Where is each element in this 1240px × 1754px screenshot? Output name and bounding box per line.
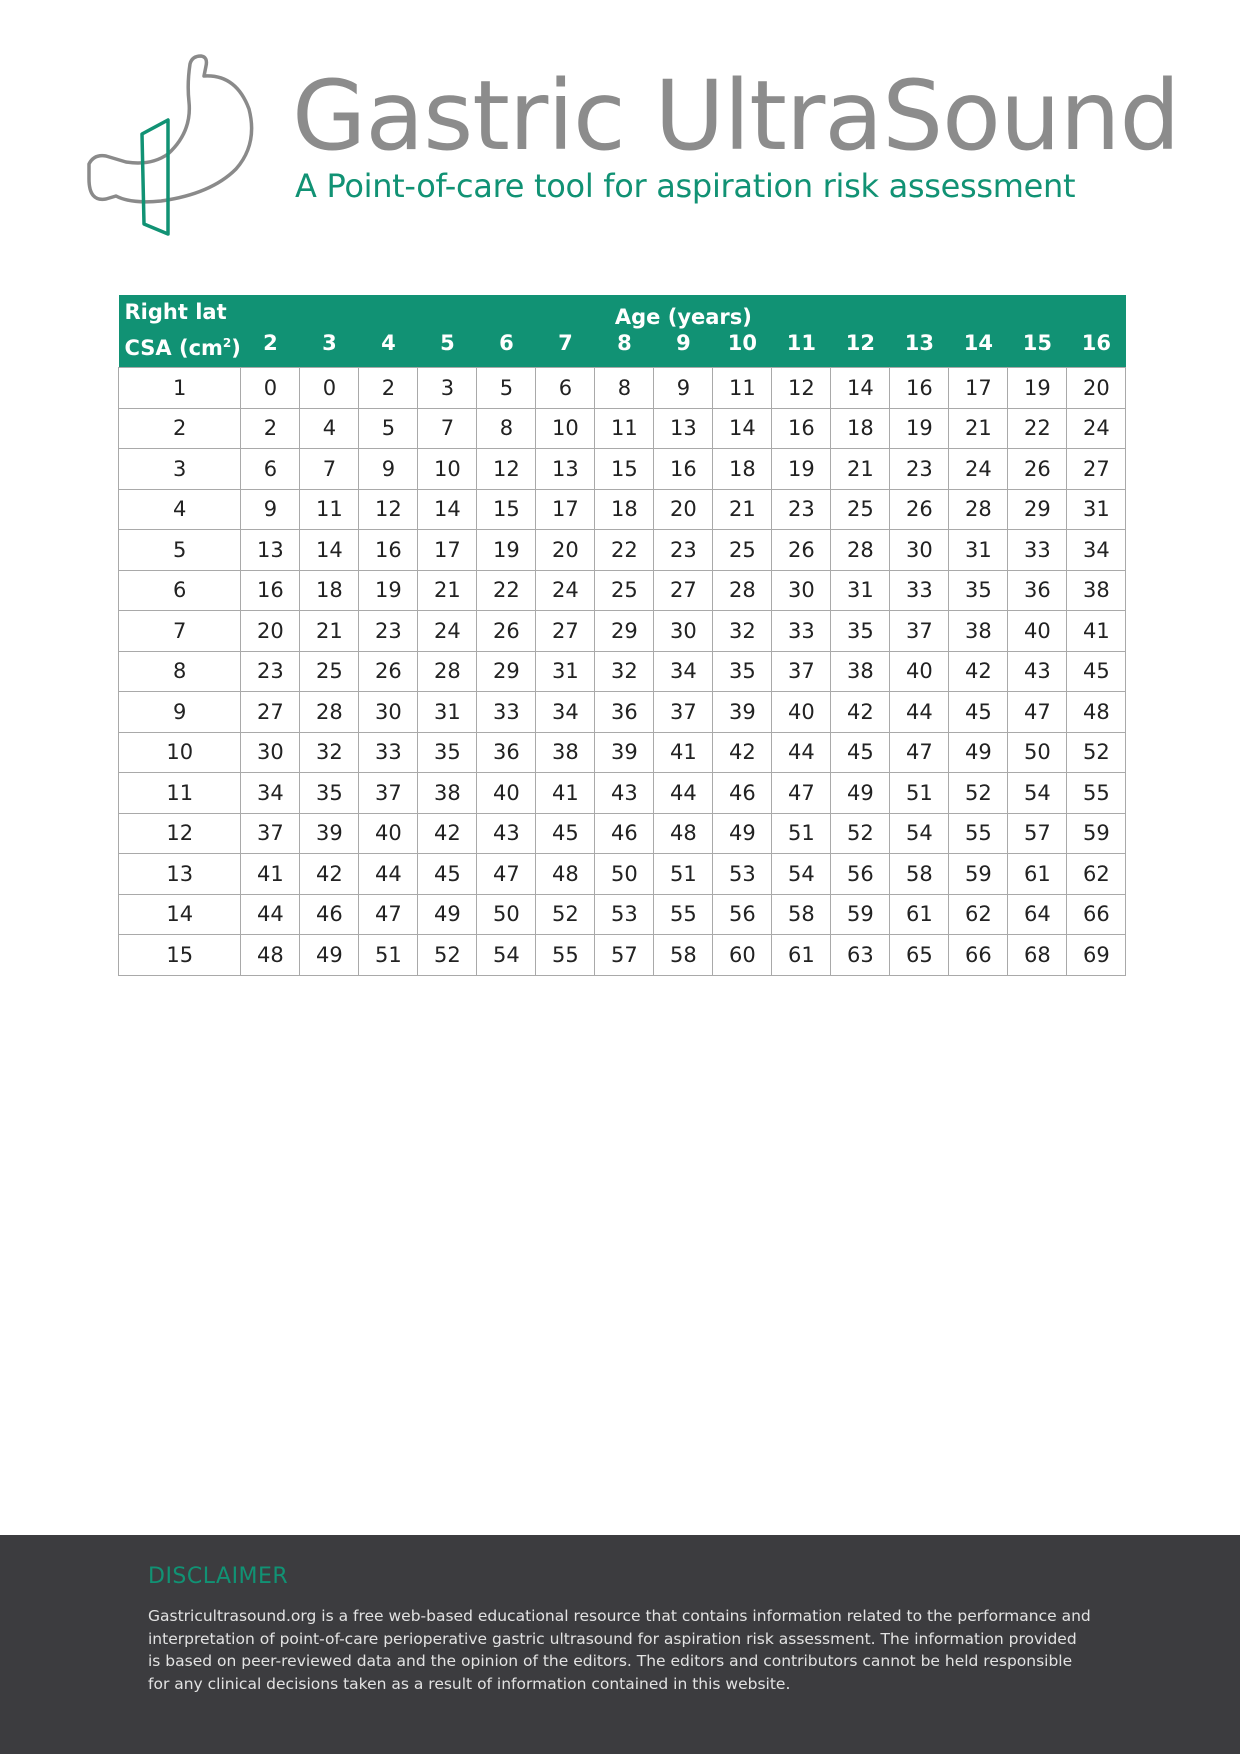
volume-cell: 13 bbox=[654, 408, 713, 449]
table-row bbox=[119, 408, 1126, 449]
volume-cell: 3 bbox=[418, 368, 477, 409]
volume-cell: 45 bbox=[418, 854, 477, 895]
stomach-outline-icon bbox=[86, 54, 276, 239]
volume-cell: 61 bbox=[1008, 854, 1067, 895]
csa-value-cell: 12 bbox=[119, 813, 241, 854]
volume-cell: 9 bbox=[241, 489, 300, 530]
volume-cell: 59 bbox=[949, 854, 1008, 895]
table-row bbox=[119, 611, 1126, 652]
volume-cell: 24 bbox=[536, 570, 595, 611]
volume-cell: 8 bbox=[477, 408, 536, 449]
volume-cell: 14 bbox=[300, 530, 359, 571]
volume-cell: 40 bbox=[477, 773, 536, 814]
volume-cell: 33 bbox=[890, 570, 949, 611]
volume-cell: 0 bbox=[241, 368, 300, 409]
disclaimer-text: Gastricultrasound.org is a free web-based educational resource that contains information related to the performance and interpretation of point-of-care perioperative gastric ultrasound for aspiration risk assessment. The information provided is based on peer-reviewed data and the opinion of the editors. The editors and contributors cannot be held responsible for any clinical decisions taken as a result of information contained in this website. bbox=[148, 1607, 1091, 1693]
volume-cell: 48 bbox=[1067, 692, 1126, 733]
volume-cell: 47 bbox=[477, 854, 536, 895]
age-header-cell: 6 bbox=[477, 330, 536, 368]
volume-cell: 21 bbox=[300, 611, 359, 652]
volume-cell: 53 bbox=[713, 854, 772, 895]
volume-cell: 29 bbox=[477, 651, 536, 692]
volume-cell: 34 bbox=[1067, 530, 1126, 571]
volume-cell: 6 bbox=[536, 368, 595, 409]
volume-cell: 47 bbox=[359, 894, 418, 935]
volume-cell: 11 bbox=[595, 408, 654, 449]
volume-cell: 9 bbox=[654, 368, 713, 409]
table-row bbox=[119, 368, 1126, 409]
volume-cell: 50 bbox=[1008, 732, 1067, 773]
volume-cell: 26 bbox=[890, 489, 949, 530]
volume-cell: 23 bbox=[890, 449, 949, 490]
volume-cell: 68 bbox=[1008, 935, 1067, 976]
volume-cell: 58 bbox=[772, 894, 831, 935]
volume-cell: 43 bbox=[595, 773, 654, 814]
volume-cell: 13 bbox=[241, 530, 300, 571]
volume-cell: 52 bbox=[418, 935, 477, 976]
volume-cell: 14 bbox=[418, 489, 477, 530]
age-header-cell: 3 bbox=[300, 330, 359, 368]
volume-cell: 27 bbox=[1067, 449, 1126, 490]
csa-value-cell: 7 bbox=[119, 611, 241, 652]
row-header-superscript: 2 bbox=[222, 336, 232, 350]
volume-cell: 17 bbox=[536, 489, 595, 530]
volume-cell: 35 bbox=[831, 611, 890, 652]
volume-cell: 21 bbox=[831, 449, 890, 490]
volume-cell: 23 bbox=[654, 530, 713, 571]
table-row bbox=[119, 894, 1126, 935]
csa-value-cell: 3 bbox=[119, 449, 241, 490]
volume-cell: 37 bbox=[654, 692, 713, 733]
volume-cell: 48 bbox=[241, 935, 300, 976]
volume-cell: 15 bbox=[595, 449, 654, 490]
volume-cell: 38 bbox=[1067, 570, 1126, 611]
volume-cell: 33 bbox=[772, 611, 831, 652]
volume-cell: 22 bbox=[477, 570, 536, 611]
volume-cell: 16 bbox=[359, 530, 418, 571]
volume-cell: 58 bbox=[890, 854, 949, 895]
age-group-header: Age (years) bbox=[241, 295, 1126, 330]
volume-cell: 19 bbox=[477, 530, 536, 571]
volume-cell: 42 bbox=[300, 854, 359, 895]
volume-cell: 20 bbox=[241, 611, 300, 652]
volume-cell: 31 bbox=[831, 570, 890, 611]
volume-cell: 43 bbox=[1008, 651, 1067, 692]
volume-cell: 11 bbox=[300, 489, 359, 530]
volume-cell: 29 bbox=[1008, 489, 1067, 530]
volume-cell: 30 bbox=[359, 692, 418, 733]
table-row bbox=[119, 773, 1126, 814]
volume-cell: 22 bbox=[595, 530, 654, 571]
volume-cell: 11 bbox=[713, 368, 772, 409]
volume-cell: 35 bbox=[949, 570, 1008, 611]
volume-cell: 41 bbox=[241, 854, 300, 895]
volume-cell: 28 bbox=[831, 530, 890, 571]
age-header-cell: 16 bbox=[1067, 330, 1126, 368]
volume-cell: 49 bbox=[713, 813, 772, 854]
volume-cell: 47 bbox=[1008, 692, 1067, 733]
row-header-line1: Right lat bbox=[124, 300, 227, 324]
volume-cell: 38 bbox=[536, 732, 595, 773]
table-row bbox=[119, 935, 1126, 976]
volume-cell: 32 bbox=[595, 651, 654, 692]
age-header-cell: 8 bbox=[595, 330, 654, 368]
volume-cell: 65 bbox=[890, 935, 949, 976]
volume-cell: 54 bbox=[477, 935, 536, 976]
volume-cell: 17 bbox=[418, 530, 477, 571]
row-header-close: ) bbox=[231, 336, 241, 360]
volume-cell: 25 bbox=[713, 530, 772, 571]
volume-cell: 60 bbox=[713, 935, 772, 976]
volume-cell: 49 bbox=[418, 894, 477, 935]
volume-cell: 4 bbox=[300, 408, 359, 449]
volume-cell: 31 bbox=[1067, 489, 1126, 530]
volume-cell: 40 bbox=[772, 692, 831, 733]
volume-cell: 14 bbox=[713, 408, 772, 449]
table-row bbox=[119, 530, 1126, 571]
volume-cell: 30 bbox=[772, 570, 831, 611]
volume-cell: 10 bbox=[418, 449, 477, 490]
csa-value-cell: 2 bbox=[119, 408, 241, 449]
volume-cell: 10 bbox=[536, 408, 595, 449]
volume-cell: 37 bbox=[241, 813, 300, 854]
volume-cell: 54 bbox=[1008, 773, 1067, 814]
age-header-cell: 14 bbox=[949, 330, 1008, 368]
table-row bbox=[119, 449, 1126, 490]
volume-cell: 59 bbox=[831, 894, 890, 935]
volume-cell: 41 bbox=[654, 732, 713, 773]
volume-cell: 5 bbox=[359, 408, 418, 449]
volume-cell: 53 bbox=[595, 894, 654, 935]
volume-cell: 45 bbox=[949, 692, 1008, 733]
volume-cell: 61 bbox=[772, 935, 831, 976]
age-header-cell: 10 bbox=[713, 330, 772, 368]
csa-value-cell: 5 bbox=[119, 530, 241, 571]
volume-cell: 44 bbox=[654, 773, 713, 814]
page-subtitle: A Point-of-care tool for aspiration risk assessment bbox=[295, 167, 1076, 205]
volume-cell: 62 bbox=[1067, 854, 1126, 895]
volume-cell: 45 bbox=[536, 813, 595, 854]
volume-cell: 55 bbox=[949, 813, 1008, 854]
volume-cell: 44 bbox=[890, 692, 949, 733]
volume-cell: 63 bbox=[831, 935, 890, 976]
volume-cell: 59 bbox=[1067, 813, 1126, 854]
volume-cell: 7 bbox=[300, 449, 359, 490]
volume-cell: 36 bbox=[1008, 570, 1067, 611]
volume-cell: 46 bbox=[595, 813, 654, 854]
volume-cell: 0 bbox=[300, 368, 359, 409]
volume-cell: 12 bbox=[477, 449, 536, 490]
volume-cell: 30 bbox=[654, 611, 713, 652]
volume-cell: 16 bbox=[890, 368, 949, 409]
volume-cell: 21 bbox=[418, 570, 477, 611]
volume-cell: 57 bbox=[1008, 813, 1067, 854]
table-body bbox=[119, 368, 1126, 976]
volume-cell: 2 bbox=[359, 368, 418, 409]
volume-cell: 48 bbox=[536, 854, 595, 895]
volume-cell: 6 bbox=[241, 449, 300, 490]
volume-cell: 32 bbox=[713, 611, 772, 652]
page-title: Gastric UltraSound bbox=[292, 60, 1180, 172]
volume-cell: 51 bbox=[654, 854, 713, 895]
volume-cell: 34 bbox=[654, 651, 713, 692]
csa-value-cell: 10 bbox=[119, 732, 241, 773]
csa-value-cell: 15 bbox=[119, 935, 241, 976]
volume-cell: 22 bbox=[1008, 408, 1067, 449]
volume-cell: 30 bbox=[241, 732, 300, 773]
volume-cell: 23 bbox=[241, 651, 300, 692]
volume-cell: 42 bbox=[418, 813, 477, 854]
volume-cell: 26 bbox=[772, 530, 831, 571]
volume-cell: 8 bbox=[595, 368, 654, 409]
age-header-cell: 4 bbox=[359, 330, 418, 368]
volume-cell: 55 bbox=[536, 935, 595, 976]
volume-cell: 16 bbox=[772, 408, 831, 449]
row-header-label bbox=[119, 295, 241, 368]
volume-cell: 39 bbox=[595, 732, 654, 773]
csa-value-cell: 11 bbox=[119, 773, 241, 814]
csa-value-cell: 4 bbox=[119, 489, 241, 530]
disclaimer-title: DISCLAIMER bbox=[148, 1564, 289, 1589]
volume-cell: 54 bbox=[772, 854, 831, 895]
volume-cell: 36 bbox=[477, 732, 536, 773]
volume-cell: 41 bbox=[1067, 611, 1126, 652]
volume-cell: 57 bbox=[595, 935, 654, 976]
disclaimer-footer bbox=[0, 1535, 1240, 1754]
volume-cell: 61 bbox=[890, 894, 949, 935]
volume-cell: 26 bbox=[1008, 449, 1067, 490]
volume-cell: 18 bbox=[713, 449, 772, 490]
volume-cell: 29 bbox=[595, 611, 654, 652]
volume-cell: 16 bbox=[241, 570, 300, 611]
table-row bbox=[119, 651, 1126, 692]
volume-cell: 27 bbox=[241, 692, 300, 733]
csa-value-cell: 14 bbox=[119, 894, 241, 935]
volume-cell: 44 bbox=[241, 894, 300, 935]
volume-cell: 33 bbox=[1008, 530, 1067, 571]
age-header-cell: 15 bbox=[1008, 330, 1067, 368]
volume-cell: 35 bbox=[418, 732, 477, 773]
volume-cell: 50 bbox=[595, 854, 654, 895]
volume-cell: 50 bbox=[477, 894, 536, 935]
volume-cell: 42 bbox=[713, 732, 772, 773]
volume-cell: 44 bbox=[772, 732, 831, 773]
table-row bbox=[119, 732, 1126, 773]
volume-cell: 56 bbox=[713, 894, 772, 935]
volume-cell: 33 bbox=[359, 732, 418, 773]
volume-cell: 26 bbox=[477, 611, 536, 652]
volume-cell: 5 bbox=[477, 368, 536, 409]
volume-cell: 21 bbox=[949, 408, 1008, 449]
volume-cell: 30 bbox=[890, 530, 949, 571]
volume-cell: 21 bbox=[713, 489, 772, 530]
volume-cell: 44 bbox=[359, 854, 418, 895]
volume-cell: 56 bbox=[831, 854, 890, 895]
volume-cell: 54 bbox=[890, 813, 949, 854]
volume-cell: 46 bbox=[713, 773, 772, 814]
volume-cell: 19 bbox=[772, 449, 831, 490]
volume-cell: 28 bbox=[949, 489, 1008, 530]
volume-cell: 45 bbox=[1067, 651, 1126, 692]
volume-cell: 25 bbox=[300, 651, 359, 692]
volume-cell: 35 bbox=[300, 773, 359, 814]
csa-volume-table bbox=[118, 295, 1126, 976]
age-header-cell: 5 bbox=[418, 330, 477, 368]
age-header-cell: 12 bbox=[831, 330, 890, 368]
volume-cell: 41 bbox=[536, 773, 595, 814]
volume-cell: 27 bbox=[536, 611, 595, 652]
table-row bbox=[119, 570, 1126, 611]
volume-cell: 46 bbox=[300, 894, 359, 935]
volume-cell: 34 bbox=[241, 773, 300, 814]
volume-cell: 13 bbox=[536, 449, 595, 490]
volume-cell: 27 bbox=[654, 570, 713, 611]
volume-cell: 38 bbox=[831, 651, 890, 692]
volume-cell: 24 bbox=[949, 449, 1008, 490]
volume-cell: 55 bbox=[654, 894, 713, 935]
volume-cell: 49 bbox=[300, 935, 359, 976]
volume-cell: 14 bbox=[831, 368, 890, 409]
volume-cell: 43 bbox=[477, 813, 536, 854]
table-row bbox=[119, 692, 1126, 733]
volume-cell: 9 bbox=[359, 449, 418, 490]
volume-cell: 52 bbox=[1067, 732, 1126, 773]
volume-cell: 19 bbox=[890, 408, 949, 449]
volume-cell: 37 bbox=[890, 611, 949, 652]
volume-cell: 12 bbox=[772, 368, 831, 409]
volume-cell: 52 bbox=[536, 894, 595, 935]
page-header bbox=[0, 0, 1240, 260]
volume-cell: 55 bbox=[1067, 773, 1126, 814]
volume-cell: 36 bbox=[595, 692, 654, 733]
volume-cell: 28 bbox=[713, 570, 772, 611]
csa-value-cell: 8 bbox=[119, 651, 241, 692]
volume-cell: 45 bbox=[831, 732, 890, 773]
csa-value-cell: 13 bbox=[119, 854, 241, 895]
table-row bbox=[119, 813, 1126, 854]
age-header-cell: 2 bbox=[241, 330, 300, 368]
volume-cell: 18 bbox=[300, 570, 359, 611]
volume-cell: 7 bbox=[418, 408, 477, 449]
volume-cell: 42 bbox=[949, 651, 1008, 692]
volume-cell: 23 bbox=[359, 611, 418, 652]
volume-cell: 18 bbox=[595, 489, 654, 530]
volume-cell: 19 bbox=[1008, 368, 1067, 409]
volume-cell: 34 bbox=[536, 692, 595, 733]
volume-cell: 31 bbox=[949, 530, 1008, 571]
volume-cell: 38 bbox=[418, 773, 477, 814]
volume-cell: 52 bbox=[831, 813, 890, 854]
volume-cell: 48 bbox=[654, 813, 713, 854]
csa-value-cell: 1 bbox=[119, 368, 241, 409]
csa-value-cell: 9 bbox=[119, 692, 241, 733]
volume-cell: 24 bbox=[418, 611, 477, 652]
volume-cell: 52 bbox=[949, 773, 1008, 814]
volume-cell: 19 bbox=[359, 570, 418, 611]
volume-cell: 47 bbox=[890, 732, 949, 773]
volume-cell: 58 bbox=[654, 935, 713, 976]
volume-cell: 39 bbox=[713, 692, 772, 733]
volume-cell: 62 bbox=[949, 894, 1008, 935]
age-header-cell: 13 bbox=[890, 330, 949, 368]
volume-cell: 42 bbox=[831, 692, 890, 733]
volume-cell: 37 bbox=[359, 773, 418, 814]
volume-cell: 32 bbox=[300, 732, 359, 773]
age-header-cell: 11 bbox=[772, 330, 831, 368]
volume-cell: 51 bbox=[772, 813, 831, 854]
volume-cell: 20 bbox=[654, 489, 713, 530]
volume-cell: 51 bbox=[359, 935, 418, 976]
volume-cell: 20 bbox=[1067, 368, 1126, 409]
volume-cell: 23 bbox=[772, 489, 831, 530]
age-header-cell: 7 bbox=[536, 330, 595, 368]
volume-cell: 49 bbox=[949, 732, 1008, 773]
volume-cell: 66 bbox=[949, 935, 1008, 976]
volume-cell: 25 bbox=[831, 489, 890, 530]
volume-cell: 40 bbox=[890, 651, 949, 692]
table-row bbox=[119, 489, 1126, 530]
volume-cell: 40 bbox=[1008, 611, 1067, 652]
volume-cell: 15 bbox=[477, 489, 536, 530]
volume-cell: 64 bbox=[1008, 894, 1067, 935]
volume-cell: 31 bbox=[536, 651, 595, 692]
volume-cell: 17 bbox=[949, 368, 1008, 409]
volume-cell: 37 bbox=[772, 651, 831, 692]
volume-cell: 31 bbox=[418, 692, 477, 733]
table-row bbox=[119, 854, 1126, 895]
volume-cell: 40 bbox=[359, 813, 418, 854]
row-header-line2: CSA (cm bbox=[124, 336, 223, 360]
volume-cell: 25 bbox=[595, 570, 654, 611]
volume-cell: 35 bbox=[713, 651, 772, 692]
volume-cell: 39 bbox=[300, 813, 359, 854]
age-header-cell: 9 bbox=[654, 330, 713, 368]
volume-cell: 51 bbox=[890, 773, 949, 814]
volume-cell: 49 bbox=[831, 773, 890, 814]
volume-cell: 38 bbox=[949, 611, 1008, 652]
volume-cell: 16 bbox=[654, 449, 713, 490]
volume-cell: 28 bbox=[418, 651, 477, 692]
age-header-row bbox=[119, 330, 1126, 368]
volume-cell: 33 bbox=[477, 692, 536, 733]
volume-cell: 20 bbox=[536, 530, 595, 571]
volume-cell: 12 bbox=[359, 489, 418, 530]
volume-cell: 66 bbox=[1067, 894, 1126, 935]
volume-cell: 26 bbox=[359, 651, 418, 692]
volume-cell: 24 bbox=[1067, 408, 1126, 449]
volume-cell: 28 bbox=[300, 692, 359, 733]
volume-cell: 69 bbox=[1067, 935, 1126, 976]
csa-value-cell: 6 bbox=[119, 570, 241, 611]
volume-cell: 18 bbox=[831, 408, 890, 449]
volume-cell: 2 bbox=[241, 408, 300, 449]
volume-cell: 47 bbox=[772, 773, 831, 814]
